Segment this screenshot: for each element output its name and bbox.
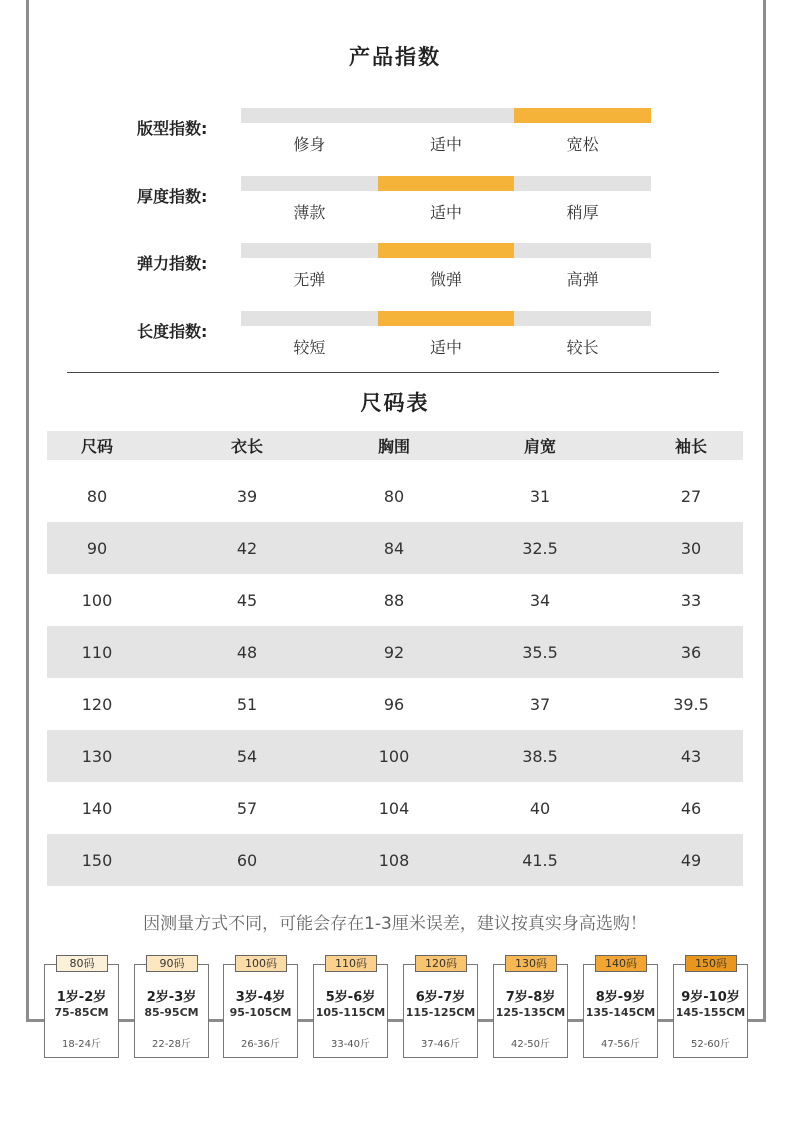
size-table	[47, 431, 743, 886]
table-cell: 35.5	[522, 642, 558, 662]
weight-range: 52-60斤	[690, 1039, 731, 1050]
height-range: 75-85CM	[54, 1006, 109, 1019]
table-header-cell: 胸围	[377, 437, 410, 456]
index-row	[0, 176, 790, 226]
table-row	[47, 522, 743, 574]
height-range: 85-95CM	[144, 1006, 199, 1019]
table-cell: 80	[383, 486, 405, 506]
size-tag: 100码	[235, 955, 287, 972]
table-cell: 57	[236, 798, 258, 818]
weight-range: 22-28斤	[151, 1039, 192, 1050]
index-label: 长度指数:	[137, 322, 208, 341]
table-cell: 54	[236, 746, 258, 766]
size-cards	[44, 954, 754, 1060]
table-cell: 41.5	[522, 850, 558, 870]
table-cell: 32.5	[522, 538, 558, 558]
index-options	[241, 200, 651, 223]
weight-range: 42-50斤	[510, 1039, 551, 1050]
weight-range: 37-46斤	[420, 1039, 461, 1050]
size-tag: 120码	[415, 955, 467, 972]
index-segment	[241, 176, 378, 191]
index-option-label: 较短	[293, 338, 326, 357]
age-range: 5岁-6岁	[325, 990, 376, 1005]
section-divider	[67, 372, 719, 373]
size-card	[134, 957, 209, 1058]
table-cell: 49	[680, 850, 702, 870]
index-row	[0, 243, 790, 293]
index-bar	[241, 108, 651, 123]
table-cell: 84	[383, 538, 405, 558]
table-cell: 43	[680, 746, 702, 766]
index-segment	[241, 311, 378, 326]
height-range: 95-105CM	[229, 1006, 292, 1019]
size-tag: 140码	[595, 955, 647, 972]
table-cell: 100	[378, 746, 410, 766]
index-label: 版型指数:	[137, 119, 208, 138]
table-cell: 92	[383, 642, 405, 662]
table-cell: 30	[680, 538, 702, 558]
weight-range: 47-56斤	[600, 1039, 641, 1050]
table-cell: 39.5	[673, 694, 709, 714]
table-cell: 31	[529, 486, 551, 506]
age-range: 3岁-4岁	[235, 990, 286, 1005]
table-cell: 48	[236, 642, 258, 662]
table-cell: 60	[236, 850, 258, 870]
table-row	[47, 626, 743, 678]
table-cell: 46	[680, 798, 702, 818]
size-card	[313, 957, 388, 1058]
index-row	[0, 108, 790, 158]
table-cell: 96	[383, 694, 405, 714]
age-range: 7岁-8岁	[505, 990, 556, 1005]
table-cell: 130	[81, 746, 113, 766]
table-header-cell: 衣长	[230, 437, 263, 456]
size-table-title: 尺码表	[360, 391, 430, 415]
index-segment-selected	[378, 311, 515, 326]
table-row	[47, 574, 743, 626]
table-cell: 40	[529, 798, 551, 818]
index-segment	[514, 311, 651, 326]
index-segment-selected	[514, 108, 651, 123]
weight-range: 18-24斤	[61, 1039, 102, 1050]
index-option-label: 修身	[293, 135, 326, 154]
index-bar	[241, 311, 651, 326]
table-cell: 45	[236, 590, 258, 610]
table-row	[47, 834, 743, 886]
table-cell: 104	[378, 798, 410, 818]
table-cell: 36	[680, 642, 702, 662]
table-cell: 150	[81, 850, 113, 870]
table-cell: 88	[383, 590, 405, 610]
table-row	[47, 730, 743, 782]
measurement-note: 因测量方式不同，可能会存在1-3厘米误差，建议按真实身高选购！	[143, 914, 647, 934]
index-row	[0, 311, 790, 361]
height-range: 115-125CM	[405, 1006, 476, 1019]
height-range: 145-155CM	[675, 1006, 746, 1019]
size-tag: 90码	[146, 955, 198, 972]
index-options	[241, 267, 651, 290]
table-cell: 51	[236, 694, 258, 714]
age-range: 1岁-2岁	[56, 990, 107, 1005]
table-cell: 39	[236, 486, 258, 506]
size-tag: 80码	[56, 955, 108, 972]
index-option-label: 高弹	[566, 270, 599, 289]
table-row	[47, 678, 743, 730]
product-index-title: 产品指数	[349, 45, 441, 69]
height-range: 125-135CM	[495, 1006, 566, 1019]
table-cell: 120	[81, 694, 113, 714]
index-segment	[514, 176, 651, 191]
index-segment-selected	[378, 176, 515, 191]
table-header-cell: 袖长	[674, 437, 707, 456]
table-header-cell: 尺码	[80, 437, 113, 456]
index-option-label: 适中	[430, 135, 463, 154]
size-card	[583, 957, 658, 1058]
index-options	[241, 335, 651, 358]
index-segment	[378, 108, 515, 123]
index-bar	[241, 243, 651, 258]
table-header	[47, 431, 743, 460]
weight-range: 26-36斤	[240, 1039, 281, 1050]
index-label: 弹力指数:	[137, 254, 208, 273]
table-cell: 34	[529, 590, 551, 610]
index-options	[241, 132, 651, 155]
table-row	[47, 782, 743, 834]
table-cell: 90	[86, 538, 108, 558]
table-cell: 38.5	[522, 746, 558, 766]
size-tag: 110码	[325, 955, 377, 972]
size-card	[493, 957, 568, 1058]
table-cell: 42	[236, 538, 258, 558]
index-segment	[514, 243, 651, 258]
index-segment	[241, 108, 378, 123]
index-option-label: 薄款	[293, 203, 326, 222]
table-cell: 108	[378, 850, 410, 870]
age-range: 6岁-7岁	[415, 990, 466, 1005]
table-header-cell: 肩宽	[523, 437, 556, 456]
table-cell: 100	[81, 590, 113, 610]
index-option-label: 较长	[566, 338, 599, 357]
table-cell: 80	[86, 486, 108, 506]
weight-range: 33-40斤	[330, 1039, 371, 1050]
table-row	[47, 470, 743, 522]
index-option-label: 微弹	[430, 270, 463, 289]
index-option-label: 适中	[430, 203, 463, 222]
index-option-label: 无弹	[293, 270, 326, 289]
size-tag: 130码	[505, 955, 557, 972]
size-tag: 150码	[685, 955, 737, 972]
index-segment-selected	[378, 243, 515, 258]
index-label: 厚度指数:	[137, 187, 208, 206]
table-cell: 37	[529, 694, 551, 714]
size-card	[44, 957, 119, 1058]
table-cell: 110	[81, 642, 113, 662]
size-card	[673, 957, 748, 1058]
index-option-label: 宽松	[566, 135, 599, 154]
size-card	[223, 957, 298, 1058]
index-bar	[241, 176, 651, 191]
size-card	[403, 957, 478, 1058]
table-cell: 27	[680, 486, 702, 506]
age-range: 9岁-10岁	[681, 990, 740, 1005]
age-range: 2岁-3岁	[146, 990, 197, 1005]
height-range: 135-145CM	[585, 1006, 656, 1019]
table-cell: 33	[680, 590, 702, 610]
height-range: 105-115CM	[315, 1006, 386, 1019]
index-segment	[241, 243, 378, 258]
table-cell: 140	[81, 798, 113, 818]
index-option-label: 适中	[430, 338, 463, 357]
index-option-label: 稍厚	[566, 203, 599, 222]
age-range: 8岁-9岁	[595, 990, 646, 1005]
